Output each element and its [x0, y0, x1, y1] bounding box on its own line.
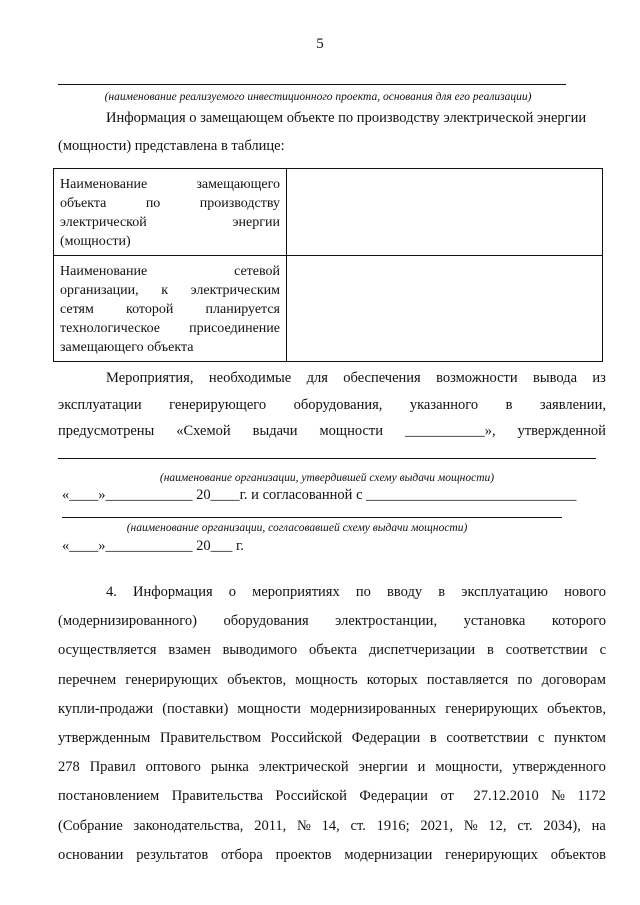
word: оптового	[145, 759, 201, 776]
table-row	[54, 169, 603, 256]
word: 2034),	[543, 817, 581, 834]
measures-line-1	[106, 370, 606, 387]
word: Российской	[270, 730, 343, 746]
word: купли-продажи	[58, 700, 154, 717]
word: технологическое	[60, 321, 160, 336]
word: установка	[463, 613, 526, 630]
word: выдачи	[252, 423, 298, 439]
table-row	[54, 256, 603, 362]
word: Информация	[133, 584, 213, 600]
word: и	[417, 759, 426, 776]
word: в	[429, 730, 437, 746]
word: для	[306, 370, 328, 386]
word: Правительством	[159, 730, 262, 746]
section-4-line	[58, 613, 606, 630]
word: объекта	[309, 642, 358, 659]
word: Мероприятия,	[106, 370, 194, 386]
word: с	[537, 730, 545, 746]
word: генерирующего	[169, 397, 267, 413]
agreed-org-fill-line[interactable]	[62, 517, 562, 518]
project-fill-line[interactable]	[58, 84, 566, 85]
approved-org-fill-line[interactable]	[58, 458, 596, 459]
word: мощности	[237, 700, 301, 717]
word: мощности,	[435, 759, 503, 776]
word: которой	[126, 302, 174, 317]
word: законодательства,	[133, 817, 244, 834]
word: 2021,	[420, 817, 454, 834]
word: нового	[564, 584, 606, 600]
section-4-line	[58, 847, 606, 864]
row2-label	[54, 256, 287, 362]
word: рынка	[210, 759, 249, 776]
word: от	[440, 788, 454, 805]
word: в	[438, 584, 446, 600]
word: эксплуатации	[58, 397, 142, 413]
cell-line	[60, 281, 280, 300]
word: модернизированных	[309, 700, 437, 717]
word: которого	[551, 613, 606, 630]
word: возможности	[436, 370, 518, 386]
word: в	[505, 397, 513, 413]
word: обеспечения	[343, 370, 421, 386]
word: объектов,	[547, 700, 606, 717]
cell-line	[60, 175, 280, 194]
row2-value[interactable]	[287, 256, 603, 362]
word: указанного	[409, 397, 479, 413]
word: заявлении,	[539, 397, 606, 413]
intro-line-2: (мощности) представлена в таблице:	[58, 138, 285, 154]
word: (мощности)	[60, 234, 131, 249]
word: диспетчеризации	[368, 642, 476, 659]
word: с	[599, 642, 606, 659]
approved-date-line: «____»____________ 20____г. и согласованной с _____________________________	[62, 487, 577, 503]
word: производству	[199, 196, 280, 211]
cell-line	[60, 319, 280, 338]
word: объектов	[550, 846, 606, 863]
cell-line	[60, 262, 280, 281]
word: выводимого	[222, 642, 298, 659]
word: планируется	[205, 302, 280, 317]
word: присоединение	[189, 321, 280, 336]
word: результатов	[136, 846, 209, 863]
project-caption: (наименование реализуемого инвестиционного проекта, основания для его реализации)	[104, 91, 532, 103]
measures-line-2	[58, 397, 606, 414]
word: Правительства	[171, 788, 263, 805]
word: энергии	[358, 759, 408, 776]
agreed-date-line: «____»____________ 20___ г.	[62, 538, 244, 554]
word: которых	[366, 671, 418, 688]
word: 278	[58, 759, 80, 776]
word: Российской	[275, 788, 347, 805]
word: 12,	[488, 817, 507, 834]
word: 2011,	[254, 817, 287, 834]
word: вывода	[533, 370, 578, 386]
word: электростанции,	[335, 613, 438, 630]
section-4-line	[58, 672, 606, 689]
row1-label	[54, 169, 287, 256]
word: Федерации	[359, 788, 428, 805]
cell-line	[60, 213, 280, 232]
section-4-line	[58, 759, 606, 776]
word: мощности	[319, 423, 383, 439]
word: 1916;	[376, 817, 410, 834]
word: из	[592, 370, 606, 386]
word: (поставки)	[162, 700, 229, 717]
intro-line-1: Информация о замещающем объекте по производству электрической энергии	[106, 110, 587, 126]
word: замещающего объекта	[60, 340, 194, 355]
word: электрической	[258, 759, 349, 776]
replacement-object-table	[53, 168, 603, 362]
word: поставляется	[426, 671, 509, 688]
row1-value[interactable]	[287, 169, 603, 256]
word: модернизации	[344, 846, 433, 863]
cell-line	[60, 194, 280, 213]
word: Правил	[89, 759, 136, 776]
cell-line	[60, 300, 280, 319]
word: вводу	[387, 584, 423, 600]
word: мероприятиях	[252, 584, 340, 600]
section-4-line	[58, 730, 606, 747]
word: энергии	[232, 215, 280, 230]
word: №	[463, 817, 478, 834]
word: сетям	[60, 302, 94, 317]
word: основании	[58, 846, 124, 863]
word: замещающего	[196, 177, 280, 192]
word: взамен	[168, 642, 211, 659]
word: по	[355, 584, 371, 600]
measures-line-3	[58, 423, 606, 440]
word: осуществляется	[58, 642, 157, 659]
word: на	[591, 817, 606, 834]
word: проектов	[275, 846, 332, 863]
word: Наименование	[60, 264, 148, 279]
word: отбора	[221, 846, 263, 863]
word: 1172	[577, 788, 606, 805]
word: утвержденным	[58, 730, 151, 746]
word: 4.	[106, 584, 117, 600]
word: ст.	[517, 817, 533, 834]
word: соответствии	[446, 730, 529, 746]
word: генерирующих	[125, 671, 219, 688]
section-4-line	[58, 818, 606, 835]
word: объектов,	[227, 671, 287, 688]
word: перечнем	[58, 671, 117, 688]
word: электрическим	[190, 283, 280, 298]
word: предусмотрены	[58, 423, 155, 439]
word: ст.	[350, 817, 366, 834]
section-4-line	[106, 584, 606, 601]
word: оборудования	[223, 613, 309, 630]
word: 14,	[321, 817, 340, 834]
word: ___________»,	[404, 423, 496, 439]
word: №	[297, 817, 311, 834]
word: электрической	[60, 215, 147, 230]
word: (модернизированного)	[58, 613, 197, 630]
word: к	[161, 283, 169, 298]
word: сетевой	[234, 264, 280, 279]
section-4-line	[58, 642, 606, 659]
word: эксплуатацию	[461, 584, 548, 600]
word: по	[517, 671, 533, 688]
word: о	[228, 584, 237, 600]
word: Наименование	[60, 177, 148, 192]
word: №	[551, 788, 565, 805]
word: объекта	[60, 196, 107, 211]
word: «Схемой	[176, 423, 231, 439]
cell-line	[60, 338, 280, 357]
word: оборудования,	[293, 397, 383, 413]
word: утвержденного	[512, 759, 606, 776]
word: пунктом	[554, 730, 606, 746]
section-4-line	[58, 788, 606, 805]
word: (Собрание	[58, 817, 123, 834]
section-4-line	[58, 701, 606, 718]
word: утвержденной	[517, 423, 606, 439]
word: Федерации	[351, 730, 421, 746]
approved-caption: (наименование организации, утвердившей схему выдачи мощности)	[159, 472, 495, 484]
cell-line	[60, 232, 280, 251]
word: мощность	[295, 671, 358, 688]
word: организации,	[60, 283, 139, 298]
agreed-caption: (наименование организации, согласовавшей схему выдачи мощности)	[126, 522, 468, 534]
word: необходимые	[208, 370, 292, 386]
word: постановлением	[58, 788, 160, 805]
word: 27.12.2010	[466, 788, 539, 805]
word: соответствии	[505, 642, 588, 659]
page-number: 5	[316, 36, 324, 52]
word: по	[145, 196, 161, 211]
word: договорам	[541, 671, 606, 688]
word: генерирующих	[445, 700, 538, 717]
word: генерирующих	[445, 846, 538, 863]
word: в	[487, 642, 494, 659]
